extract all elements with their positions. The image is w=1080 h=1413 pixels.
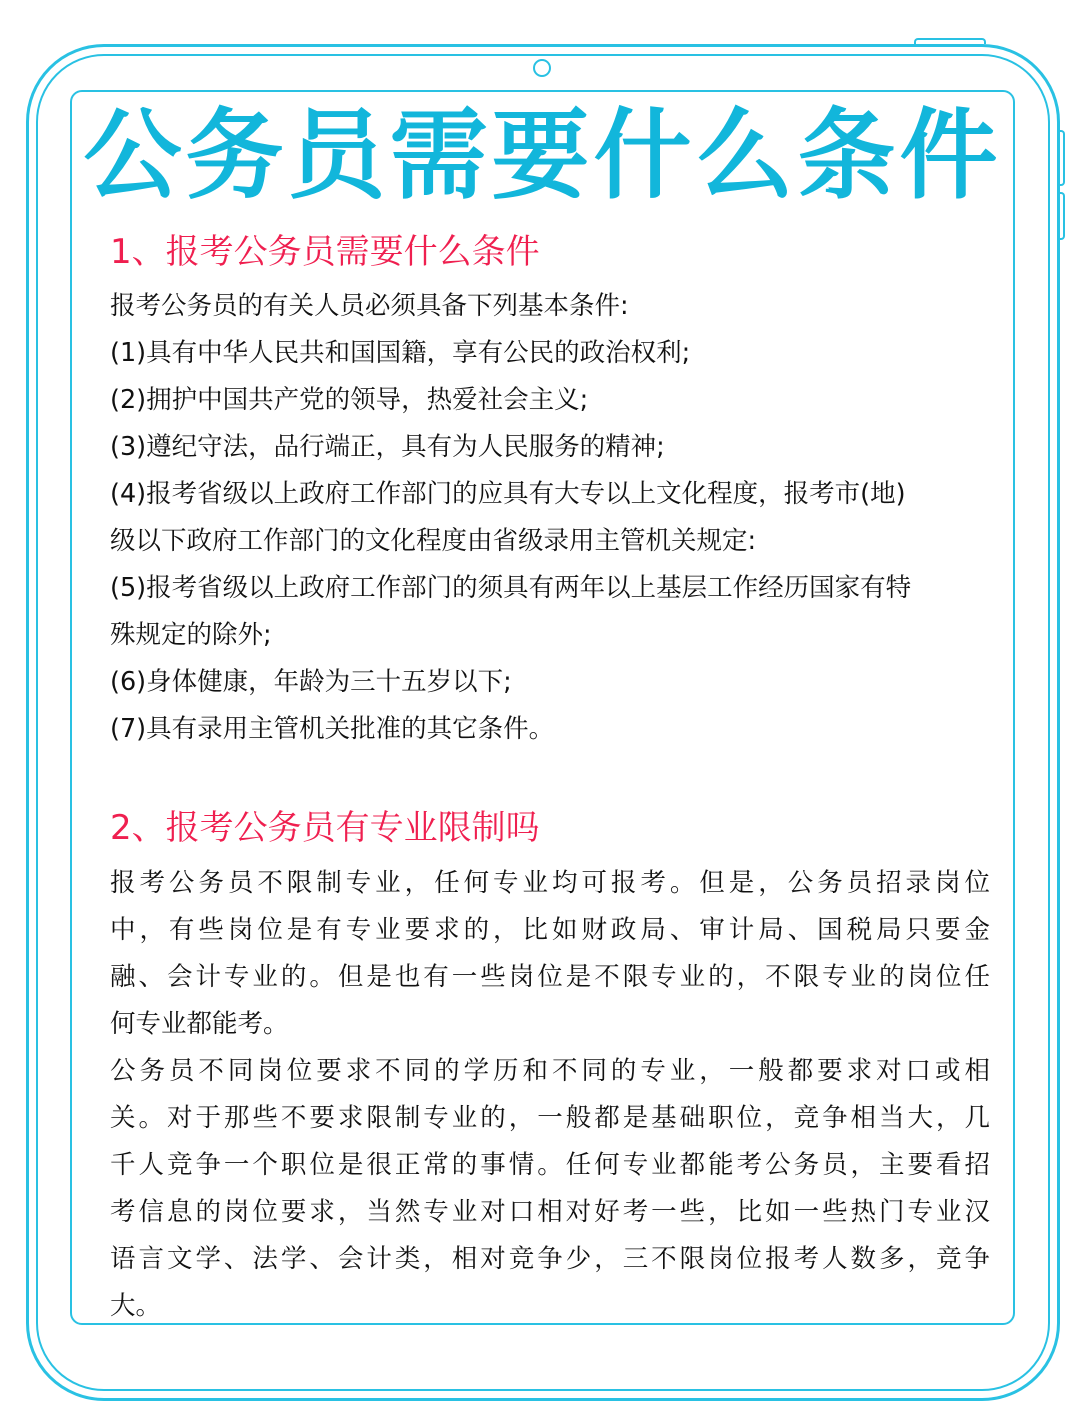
camera-icon (533, 59, 551, 77)
section-2-line: 公务员不同岗位要求不同的学历和不同的专业，一般都要求对口或相 (110, 1056, 990, 1086)
volume-down-decoration (1060, 192, 1065, 240)
section-1-line: 级以下政府工作部门的文化程度由省级录用主管机关规定: (110, 526, 757, 556)
volume-up-decoration (1060, 130, 1065, 186)
section-1-line: (1)具有中华人民共和国国籍，享有公民的政治权利; (110, 338, 691, 368)
power-button-decoration (914, 38, 986, 44)
section-2-line: 关。对于那些不要求限制专业的，一般都是基础职位，竞争相当大，几 (110, 1103, 990, 1133)
section-1-line: (4)报考省级以上政府工作部门的应具有大专以上文化程度，报考市(地) (110, 479, 906, 509)
section-2-line: 语言文学、法学、会计类，相对竞争少，三不限岗位报考人数多，竞争 (110, 1244, 990, 1274)
section-2-heading: 2、报考公务员有专业限制吗 (110, 808, 540, 848)
page-title: 公务员需要什么条件 (83, 99, 1002, 213)
section-2-line: 大。 (110, 1291, 162, 1321)
section-2-line: 何专业都能考。 (110, 1009, 289, 1039)
section-2-line: 考信息的岗位要求，当然专业对口相对好考一些，比如一些热门专业汉 (110, 1197, 990, 1227)
section-1-line: (6)身体健康，年龄为三十五岁以下; (110, 667, 512, 697)
section-2-line: 融、会计专业的。但是也有一些岗位是不限专业的，不限专业的岗位任 (110, 962, 990, 992)
section-1-line: 殊规定的除外; (110, 620, 272, 650)
section-1-line: (5)报考省级以上政府工作部门的须具有两年以上基层工作经历国家有特 (110, 573, 912, 603)
tablet-screen (70, 90, 1015, 1325)
section-2-line: 千人竞争一个职位是很正常的事情。任何专业都能考公务员，主要看招 (110, 1150, 990, 1180)
section-1-line: 报考公务员的有关人员必须具备下列基本条件: (110, 291, 629, 321)
section-2-line: 报考公务员不限制专业，任何专业均可报考。但是，公务员招录岗位 (110, 868, 990, 898)
section-1-line: (3)遵纪守法，品行端正，具有为人民服务的精神; (110, 432, 665, 462)
section-1-line: (2)拥护中国共产党的领导，热爱社会主义; (110, 385, 589, 415)
section-1-heading: 1、报考公务员需要什么条件 (110, 232, 540, 272)
section-2-line: 中，有些岗位是有专业要求的，比如财政局、审计局、国税局只要金 (110, 915, 990, 945)
section-1-line: (7)具有录用主管机关批准的其它条件。 (110, 714, 555, 744)
